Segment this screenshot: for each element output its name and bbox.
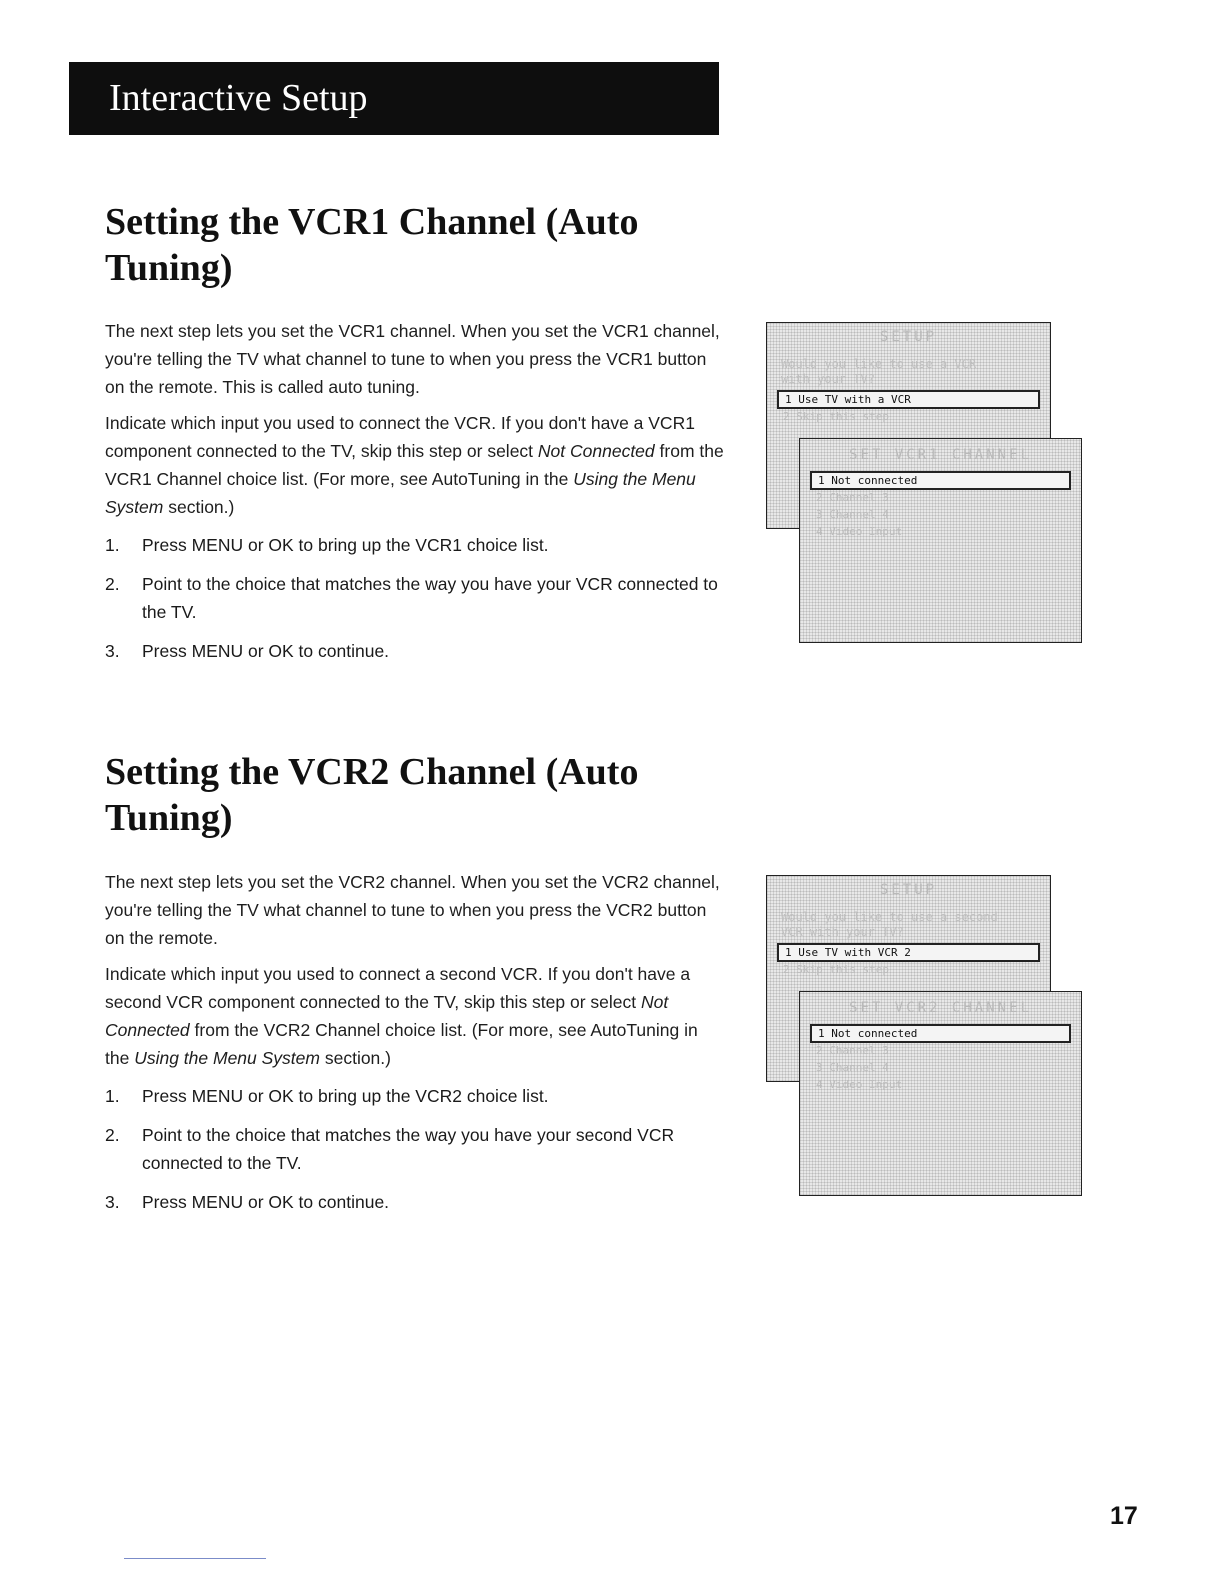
menu-title: SETUP bbox=[879, 882, 938, 898]
vcr2-menu-screenshot bbox=[766, 875, 1086, 1200]
menu-option-use-vcr2[interactable]: 1 Use TV with VCR 2 bbox=[777, 943, 1040, 962]
page-number: 17 bbox=[1110, 1502, 1138, 1530]
step-text: Press MENU or OK to bring up the VCR1 choice list. bbox=[142, 535, 549, 555]
step-text: Point to the choice that matches the way you have your second VCR connected to the TV. bbox=[142, 1125, 675, 1173]
menu-system-reference: Using the Menu System bbox=[105, 469, 696, 517]
menu-option-skip[interactable]: 2 Skip this step bbox=[783, 963, 889, 976]
step-list bbox=[105, 531, 725, 665]
step-item bbox=[105, 637, 725, 665]
menu-title: SET VCR1 CHANNEL bbox=[849, 447, 1032, 463]
channel-option-4[interactable]: 3 Channel 4 bbox=[816, 1061, 889, 1074]
channel-option-video-input[interactable]: 4 Video Input bbox=[816, 1078, 903, 1091]
step-text: Press MENU or OK to continue. bbox=[142, 1192, 390, 1212]
menu-prompt-line-1: Would you like to use a VCR bbox=[781, 357, 977, 371]
channel-option-4[interactable]: 3 Channel 4 bbox=[816, 508, 889, 521]
vcr1-menu-screenshot bbox=[766, 322, 1086, 647]
section-vcr1 bbox=[105, 199, 725, 676]
step-item bbox=[105, 570, 725, 626]
not-connected-term: Not Connected bbox=[537, 441, 655, 461]
section-vcr2 bbox=[105, 749, 725, 1227]
vcr-channel-menu-panel bbox=[799, 438, 1082, 643]
step-list bbox=[105, 1082, 725, 1216]
channel-option-not-connected[interactable]: 1 Not connected bbox=[810, 1024, 1071, 1043]
channel-option-3[interactable]: 2 Channel 3 bbox=[816, 491, 889, 504]
section-heading bbox=[105, 749, 725, 841]
channel-option-not-connected[interactable]: 1 Not connected bbox=[810, 471, 1071, 490]
step-text: Press MENU or OK to continue. bbox=[142, 641, 390, 661]
not-connected-term: Not Connected bbox=[105, 992, 669, 1040]
header-title: Interactive Setup bbox=[109, 77, 368, 119]
menu-title: SETUP bbox=[879, 329, 938, 345]
menu-title: SET VCR2 CHANNEL bbox=[849, 1000, 1032, 1016]
menu-option-skip[interactable]: 2 Skip this step bbox=[783, 410, 889, 423]
menu-option-use-vcr[interactable]: 1 Use TV with a VCR bbox=[777, 390, 1040, 409]
section-heading bbox=[105, 199, 725, 291]
step-text: Press MENU or OK to bring up the VCR2 choice list. bbox=[142, 1086, 549, 1106]
step-number: 2. bbox=[105, 574, 120, 594]
menu-prompt-line-1: Would you like to use a second bbox=[781, 910, 998, 924]
heading-line-1: Setting the VCR1 Channel (Auto bbox=[105, 201, 639, 243]
footer-rule bbox=[124, 1558, 266, 1559]
step-item bbox=[105, 1188, 725, 1216]
instruction-paragraph: Indicate which input you used to connect the VCR. If you don't have a VCR1 component connected to the TV, skip this step or select Not Connected from the VCR1 Channel choice list. (For more, see AutoTuning in the Using the Menu System section.) bbox=[105, 413, 724, 517]
heading-line-1: Setting the VCR2 Channel (Auto bbox=[105, 751, 639, 793]
instruction-paragraph: Indicate which input you used to connect a second VCR. If you don't have a second VCR component connected to the TV, skip this step or select Not Connected from the VCR2 Channel choice list. (For more, see AutoTuning in the Using the Menu System section.) bbox=[105, 964, 698, 1068]
step-text: Point to the choice that matches the way you have your VCR connected to the TV. bbox=[142, 574, 718, 622]
intro-paragraph: The next step lets you set the VCR2 channel. When you set the VCR2 channel, you're telling the TV what channel to tune to when you press the VCR2 button on the remote. bbox=[105, 872, 720, 948]
step-number: 2. bbox=[105, 1125, 120, 1145]
menu-prompt-line-2: VCR with your TV? bbox=[781, 925, 904, 939]
channel-option-3[interactable]: 2 Channel 3 bbox=[816, 1044, 889, 1057]
heading-line-2: Tuning) bbox=[105, 797, 233, 839]
channel-option-video-input[interactable]: 4 Video Input bbox=[816, 525, 903, 538]
step-item bbox=[105, 531, 725, 559]
step-number: 3. bbox=[105, 641, 120, 661]
step-number: 3. bbox=[105, 1192, 120, 1212]
step-number: 1. bbox=[105, 1086, 120, 1106]
menu-system-reference: Using the Menu System bbox=[134, 1048, 320, 1068]
intro-paragraph: The next step lets you set the VCR1 channel. When you set the VCR1 channel, you're telling the TV what channel to tune to when you press the VCR1 button on the remote. This is called auto tuning. bbox=[105, 321, 720, 397]
vcr-channel-menu-panel bbox=[799, 991, 1082, 1196]
menu-prompt-line-2: with your TV? bbox=[781, 372, 875, 386]
step-item bbox=[105, 1121, 725, 1177]
step-item bbox=[105, 1082, 725, 1110]
step-number: 1. bbox=[105, 535, 120, 555]
header-banner bbox=[69, 62, 719, 135]
heading-line-2: Tuning) bbox=[105, 247, 233, 289]
